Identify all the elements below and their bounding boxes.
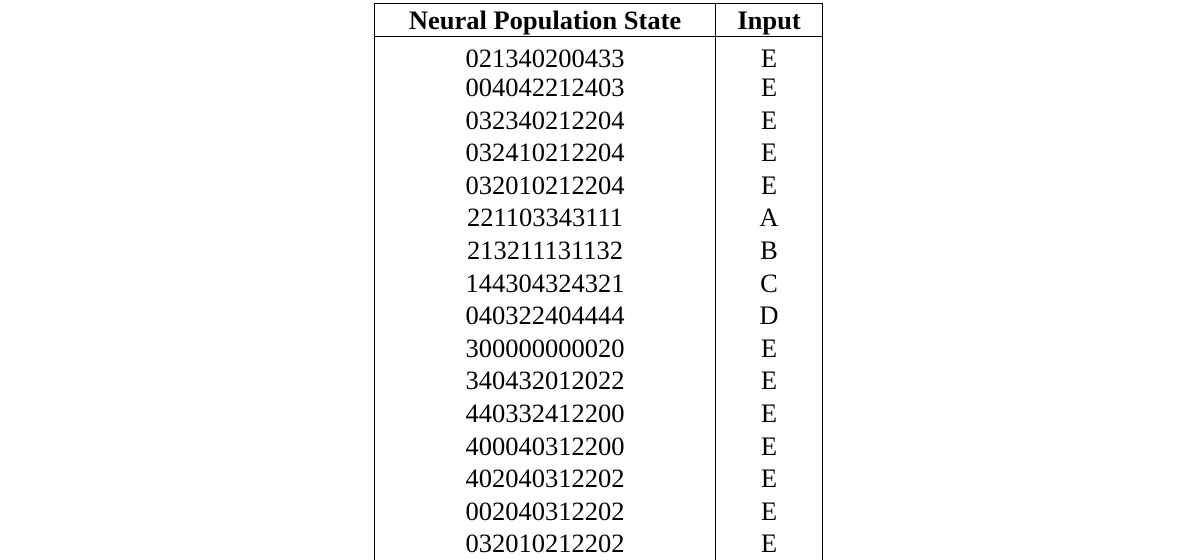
table-row [375,495,823,528]
state-cell: 213211131132 [375,234,716,267]
table-row [375,332,823,365]
input-cell: E [716,364,823,397]
column-header-input: Input [716,4,823,37]
input-cell: E [716,527,823,560]
input-cell: C [716,267,823,300]
table-row [375,430,823,463]
input-cell: E [716,104,823,137]
input-cell: E [716,462,823,495]
input-cell: A [716,201,823,234]
state-cell: 004042212403 [375,71,716,104]
input-cell: E [716,71,823,104]
table-row [375,299,823,332]
table-row [375,37,823,72]
table-header [375,4,823,37]
input-cell: E [716,495,823,528]
input-cell: E [716,37,823,72]
state-cell: 144304324321 [375,267,716,300]
table-row [375,201,823,234]
state-cell: 221103343111 [375,201,716,234]
input-cell: E [716,430,823,463]
state-cell: 021340200433 [375,37,716,72]
state-cell: 400040312200 [375,430,716,463]
state-cell: 032340212204 [375,104,716,137]
header-row [375,4,823,37]
input-cell: E [716,136,823,169]
table-row [375,364,823,397]
table-row [375,169,823,202]
table-row [375,267,823,300]
state-cell: 340432012022 [375,364,716,397]
state-cell: 440332412200 [375,397,716,430]
input-cell: E [716,332,823,365]
table-body [375,37,823,560]
column-header-state: Neural Population State [375,4,716,37]
state-cell: 032410212204 [375,136,716,169]
table-row [375,136,823,169]
table-row [375,234,823,267]
state-cell: 300000000020 [375,332,716,365]
table-row [375,71,823,104]
input-cell: D [716,299,823,332]
table-row [375,462,823,495]
state-cell: 032010212204 [375,169,716,202]
input-cell: E [716,169,823,202]
table-row [375,104,823,137]
table-row [375,527,823,560]
state-cell: 040322404444 [375,299,716,332]
state-cell: 402040312202 [375,462,716,495]
input-cell: B [716,234,823,267]
state-cell: 002040312202 [375,495,716,528]
table-row [375,397,823,430]
input-cell: E [716,397,823,430]
state-cell: 032010212202 [375,527,716,560]
neural-state-table [374,3,823,560]
